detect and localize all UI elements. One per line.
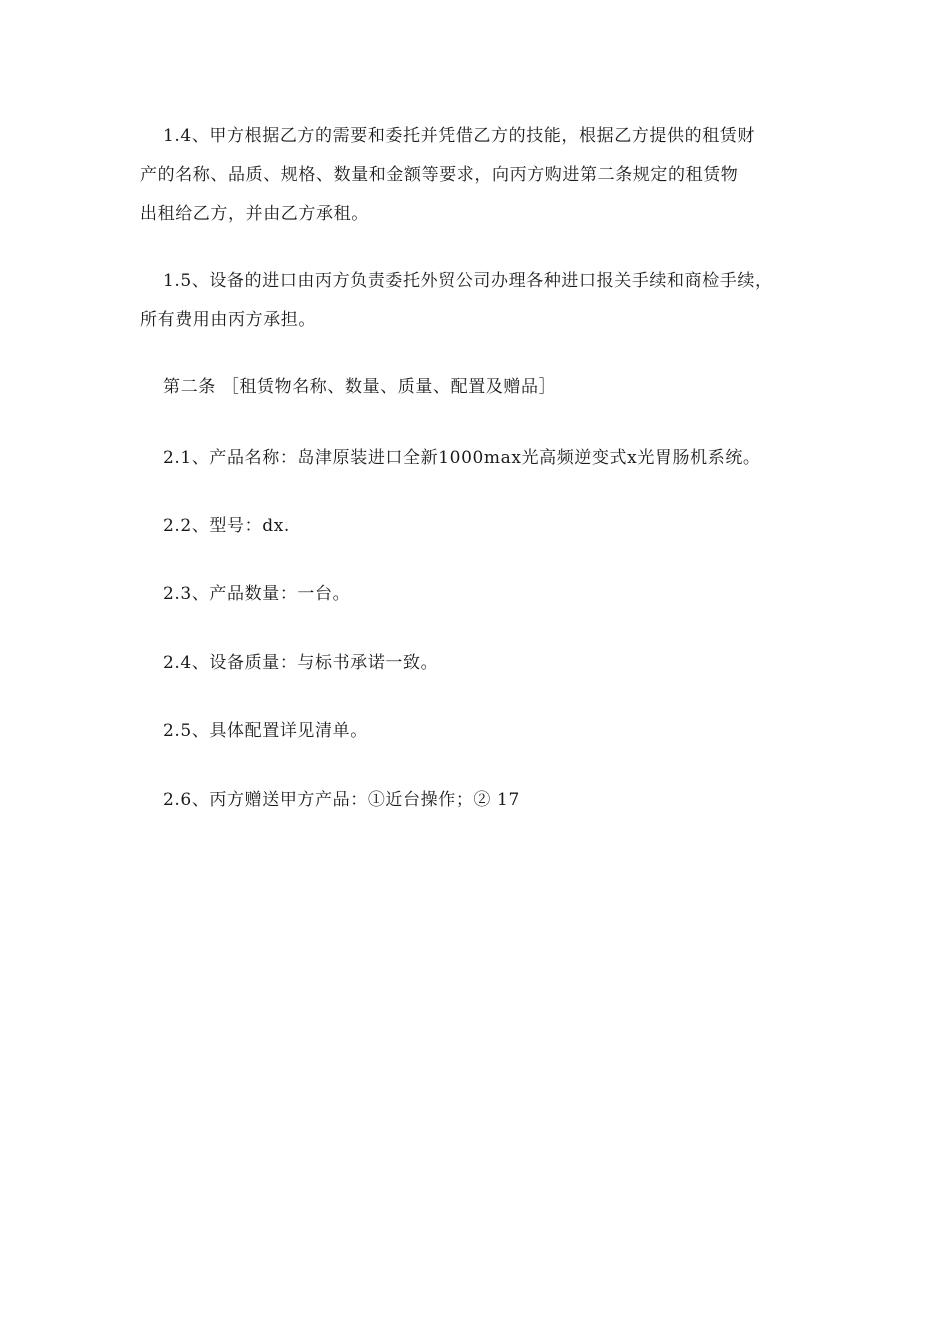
clause-1-5-line-1: 1.5、设备的进口由丙方负责委托外贸公司办理各种进口报关手续和商检手续， xyxy=(163,271,773,291)
article-2-heading: 第二条 ［租赁物名称、数量、质量、配置及赠品］ xyxy=(163,377,557,397)
clause-2-5: 2.5、具体配置详见清单。 xyxy=(163,721,368,741)
clause-2-4: 2.4、设备质量：与标书承诺一致。 xyxy=(163,653,439,673)
clause-1-4-line-2: 产的名称、品质、规格、数量和金额等要求，向丙方购进第二条规定的租赁物 xyxy=(140,165,739,185)
clause-2-2: 2.2、型号：dx. xyxy=(163,516,290,536)
clause-1-5-line-2: 所有费用由丙方承担。 xyxy=(140,310,316,330)
clause-2-6: 2.6、丙方赠送甲方产品：①近台操作；② 17 xyxy=(163,790,520,810)
clause-2-3: 2.3、产品数量：一台。 xyxy=(163,584,351,604)
clause-1-4-line-3: 出租给乙方，并由乙方承租。 xyxy=(140,204,369,224)
clause-2-1: 2.1、产品名称：岛津原装进口全新1000max光高频逆变式x光胃肠机系统。 xyxy=(163,448,761,468)
clause-1-4-line-1: 1.4、甲方根据乙方的需要和委托并凭借乙方的技能，根据乙方提供的租赁财 xyxy=(163,126,756,146)
